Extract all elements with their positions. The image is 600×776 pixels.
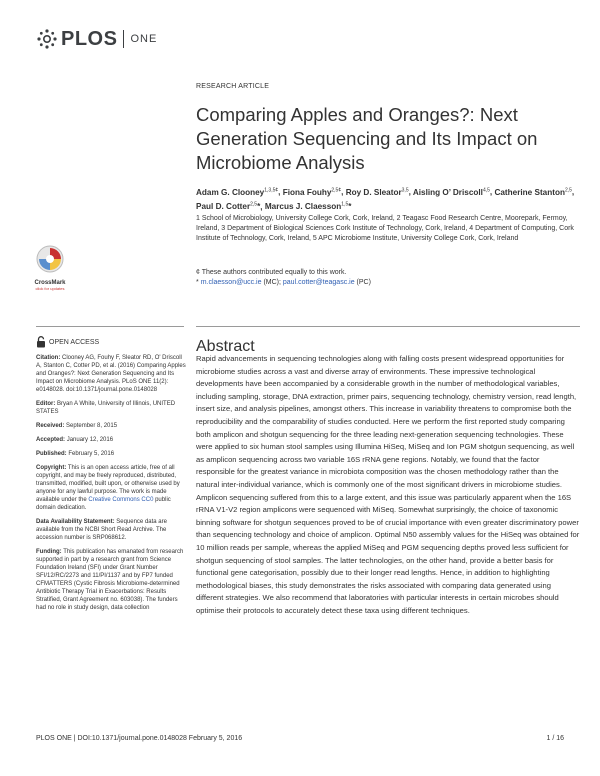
article-title: Comparing Apples and Oranges?: Next Generation Sequencing and Its Impact on Microbiome Analysis <box>196 104 538 173</box>
footer-citation: PLOS ONE | DOI:10.1371/journal.pone.0148028 February 5, 2016 <box>36 735 243 742</box>
logo-divider <box>123 30 124 48</box>
accepted-section: Accepted: January 12, 2016 <box>36 437 114 443</box>
email-link-pc[interactable]: paul.cotter@teagasc.ie <box>282 279 355 286</box>
author: Marcus J. Claesson$^{1,5}$* <box>264 201 352 212</box>
correspondence: * m.claesson@ucc.ie (MC); paul.cotter@teagasc.ie (PC) <box>196 279 371 286</box>
plos-logo[interactable] <box>36 28 157 50</box>
crossmark-badge[interactable] <box>30 244 70 291</box>
author: Roy D. Sleator$^{3,5}$ <box>345 187 409 197</box>
divider-left <box>36 326 184 327</box>
author-notes <box>196 268 580 288</box>
email-link-mc[interactable]: m.claesson@ucc.ie <box>200 279 262 286</box>
author: Catherine Stanton$^{2,5}$ <box>494 187 572 197</box>
crossmark-label: CrossMark <box>34 280 66 286</box>
crossmark-sublabel: click for updates <box>35 286 65 291</box>
cc0-license-link[interactable]: Creative Commons CC0 <box>88 497 154 503</box>
open-access-badge <box>36 336 99 348</box>
equal-contribution-note: ¢ These authors contributed equally to this work. <box>196 269 347 276</box>
author: Fiona Fouhy$^{2,5¢}$ <box>282 187 342 197</box>
open-lock-icon <box>36 336 46 348</box>
open-access-label: OPEN ACCESS <box>49 338 100 346</box>
abstract-text: Rapid advancements in sequencing technologies along with falling costs present widespread opportunities for microbiome studies across a vast and diverse array of environments. These impressive technological developments have been accompanied by a considerable growth in the number of methodological variables, including sampling, storage, DNA extraction, primer pairs, sequencing technology, chemistry version, read length, insert size, and analysis pipelines, amongst others. This increase in variability threatens to compromise both the reproducibility and the comparability of studies conducted. Here we perform the first reported study comparing both amplicon and shotgun sequencing for the three leading next-generation sequencing technologies. These were applied to six human stool samples using Illumina HiSeq, MiSeq and Ion PGM shotgun sequencing, as well as amplicon sequencing across two variable 16S rRNA gene regions. Notably, we found that the factor responsible for the greatest variance in microbiota composition was the chosen methodology rather than the natural inter-individual variance, which is commonly one of the most significant drivers in microbiome studies. Amplicon sequencing suffered from this to a large extent, and this issue was particularly apparent when the 16S rRNA V1-V2 region amplicons were sequenced with MiSeq. Somewhat surprisingly, the choice of taxonomic binning software for shotgun sequences proved to be of crucial importance with even greater discriminatory power than sequencing technology and choice of amplicon. Optimal N50 assembly values for the HiSeq was obtained for 10 million reads per sample, whereas the applied MiSeq and PGM sequencing depths proved less sufficient for shotgun sequencing of stool samples. The latter technologies, on the other hand, provide a better basis for functional gene categorisation, possibly due to their longer read lengths. Hence, in addition to highlighting methodological biases, this study demonstrates the risks associated with comparing data generated using different strategies. We also recommend that laboratories with particular interests in certain microbes should optimise their protocols to accurately detect these taxa using different techniques. <box>196 354 580 615</box>
data-availability-section: Data Availability Statement: Sequence data are available from the NCBI Short Read Archive. The accession number is SRP068612. <box>36 519 167 541</box>
author: Adam G. Clooney$^{1,3,5¢}$ <box>196 187 279 197</box>
article-type: RESEARCH ARTICLE <box>196 83 270 90</box>
received-section: Received: September 8, 2015 <box>36 423 118 429</box>
citation-section: Citation: Clooney AG, Fouhy F, Sleator RD, O' Driscoll A, Stanton C, Cotter PD, et al. (2016) Comparing Apples and Oranges?: Next Generation Sequencing and Its Impact on Microbiome Analysis. PLoS ONE 11(2): e0148028. doi:10.1371/journal.pone.0148028 <box>36 355 186 393</box>
editor-section: Editor: Bryan A White, University of Illinois, UNITED STATES <box>36 401 176 415</box>
divider-right <box>196 326 580 327</box>
plos-mark-icon <box>36 28 58 50</box>
page-number: 1 / 16 <box>546 735 564 742</box>
brand-name: PLOS <box>61 27 118 50</box>
author: Aisling O’ Driscoll$^{4,5}$ <box>412 187 490 197</box>
author: Paul D. Cotter$^{2,5}$* <box>196 201 261 212</box>
funding-section: Funding: This publication has emanated from research supported in part by a research grant from Science Foundation Ireland (SFI) under Grant Number SFI/12/RC/2273 and 11/PI/1137 and by FP7 funded CFMATTERS (Cystic Fibrosis Microbiome-determined Antibiotic Therapy Trial in Exacerbations: Results Stratified, Grant Agreement no. 603038). The funders had no role in study design, data collection <box>36 549 184 611</box>
author-list: Adam G. Clooney$^{1,3,5¢}$, Fiona Fouhy$^{2,5¢}$, Roy D. Sleator$^{3,5}$, Aisling O’ Driscoll$^{4,5}$, Catherine Stanton$^{2,5}$, Paul D. Cotter$^{2,5}$*, Marcus J. Claesson$^{1,5}$* <box>196 187 575 212</box>
affiliations: 1 School of Microbiology, University College Cork, Cork, Ireland, 2 Teagasc Food Research Centre, Moorepark, Fermoy, Ireland, 3 Department of Biological Sciences Cork Institute of Technology, Cork, Ireland, 4 Department of Computing, Cork Institute of Technology, Cork, Ireland, 5 APC Microbiome Institute, University College Cork, Cork, Ireland <box>196 215 574 242</box>
abstract-heading: Abstract <box>196 338 255 355</box>
article-info-sidebar <box>36 354 186 618</box>
copyright-section: Copyright: This is an open access article, free of all copyright, and may be freely reproduced, distributed, transmitted, modified, built upon, or otherwise used by anyone for any lawful purpose. The work is made available under the Creative Commons CC0 public domain dedication. <box>36 465 180 511</box>
crossmark-icon <box>35 244 65 274</box>
journal-name: ONE <box>130 33 158 45</box>
published-section: Published: February 5, 2016 <box>36 451 115 457</box>
